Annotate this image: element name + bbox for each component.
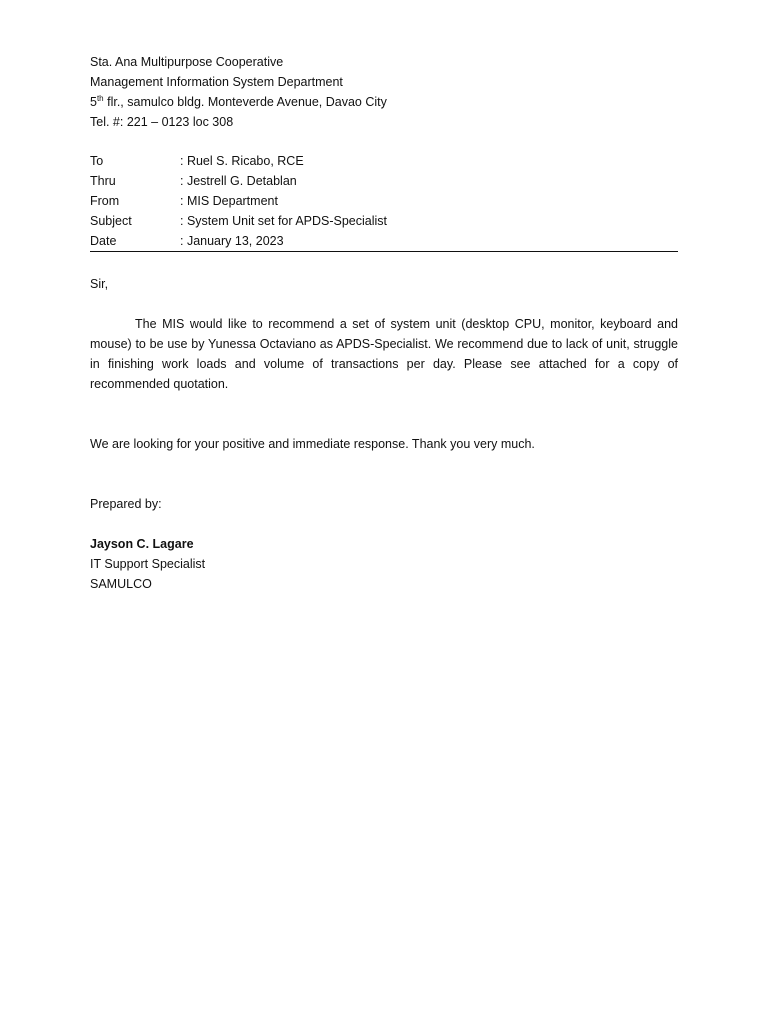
org-name: Sta. Ana Multipurpose Cooperative [90, 55, 284, 69]
memo-row-date [90, 231, 678, 251]
memo-value: : System Unit set for APDS-Specialist [180, 214, 388, 228]
body-paragraph [90, 314, 678, 394]
memo-row-from [90, 191, 678, 211]
memo-value: : Ruel S. Ricabo, RCE [180, 154, 304, 168]
memo-row-subject [90, 211, 678, 231]
address-floor-suffix: th [96, 93, 104, 103]
memo-value: : Jestrell G. Detablan [180, 174, 297, 188]
address-floor-number: 5 [90, 95, 97, 109]
memo-label: To [90, 154, 104, 168]
letterhead [90, 52, 678, 132]
address [90, 92, 678, 112]
prepared-by-label: Prepared by: [90, 497, 162, 511]
address-rest: flr., samulco bldg. Monteverde Avenue, Davao City [103, 95, 387, 109]
body-text: The MIS would like to recommend a set of system unit (desktop CPU, monitor, keyboard and mouse) to be use by Yunessa Octaviano as APDS-Specialist. We recommend due to lack of unit, struggle in finishing work loads and volume of transactions per day. Please see attached for a copy of recommended quotation. [90, 317, 678, 391]
header-divider [90, 251, 678, 252]
closing-line: We are looking for your positive and immediate response. Thank you very much. [90, 437, 535, 451]
memo-label: Subject [90, 214, 132, 228]
signatory-organization: SAMULCO [90, 577, 152, 591]
memo-value: : January 13, 2023 [180, 234, 284, 248]
memo-label: Thru [90, 174, 116, 188]
signatory-title: IT Support Specialist [90, 557, 206, 571]
telephone: Tel. #: 221 – 0123 loc 308 [90, 115, 234, 129]
signatory-name: Jayson C. Lagare [90, 537, 194, 551]
memo-value: : MIS Department [180, 194, 278, 208]
memo-row-thru [90, 171, 678, 191]
memo-header [90, 151, 678, 251]
department-name: Management Information System Department [90, 75, 343, 89]
signatory-block [90, 534, 678, 594]
salutation: Sir, [90, 277, 109, 291]
memo-row-to [90, 151, 678, 171]
memo-label: Date [90, 234, 117, 248]
memo-label: From [90, 194, 120, 208]
